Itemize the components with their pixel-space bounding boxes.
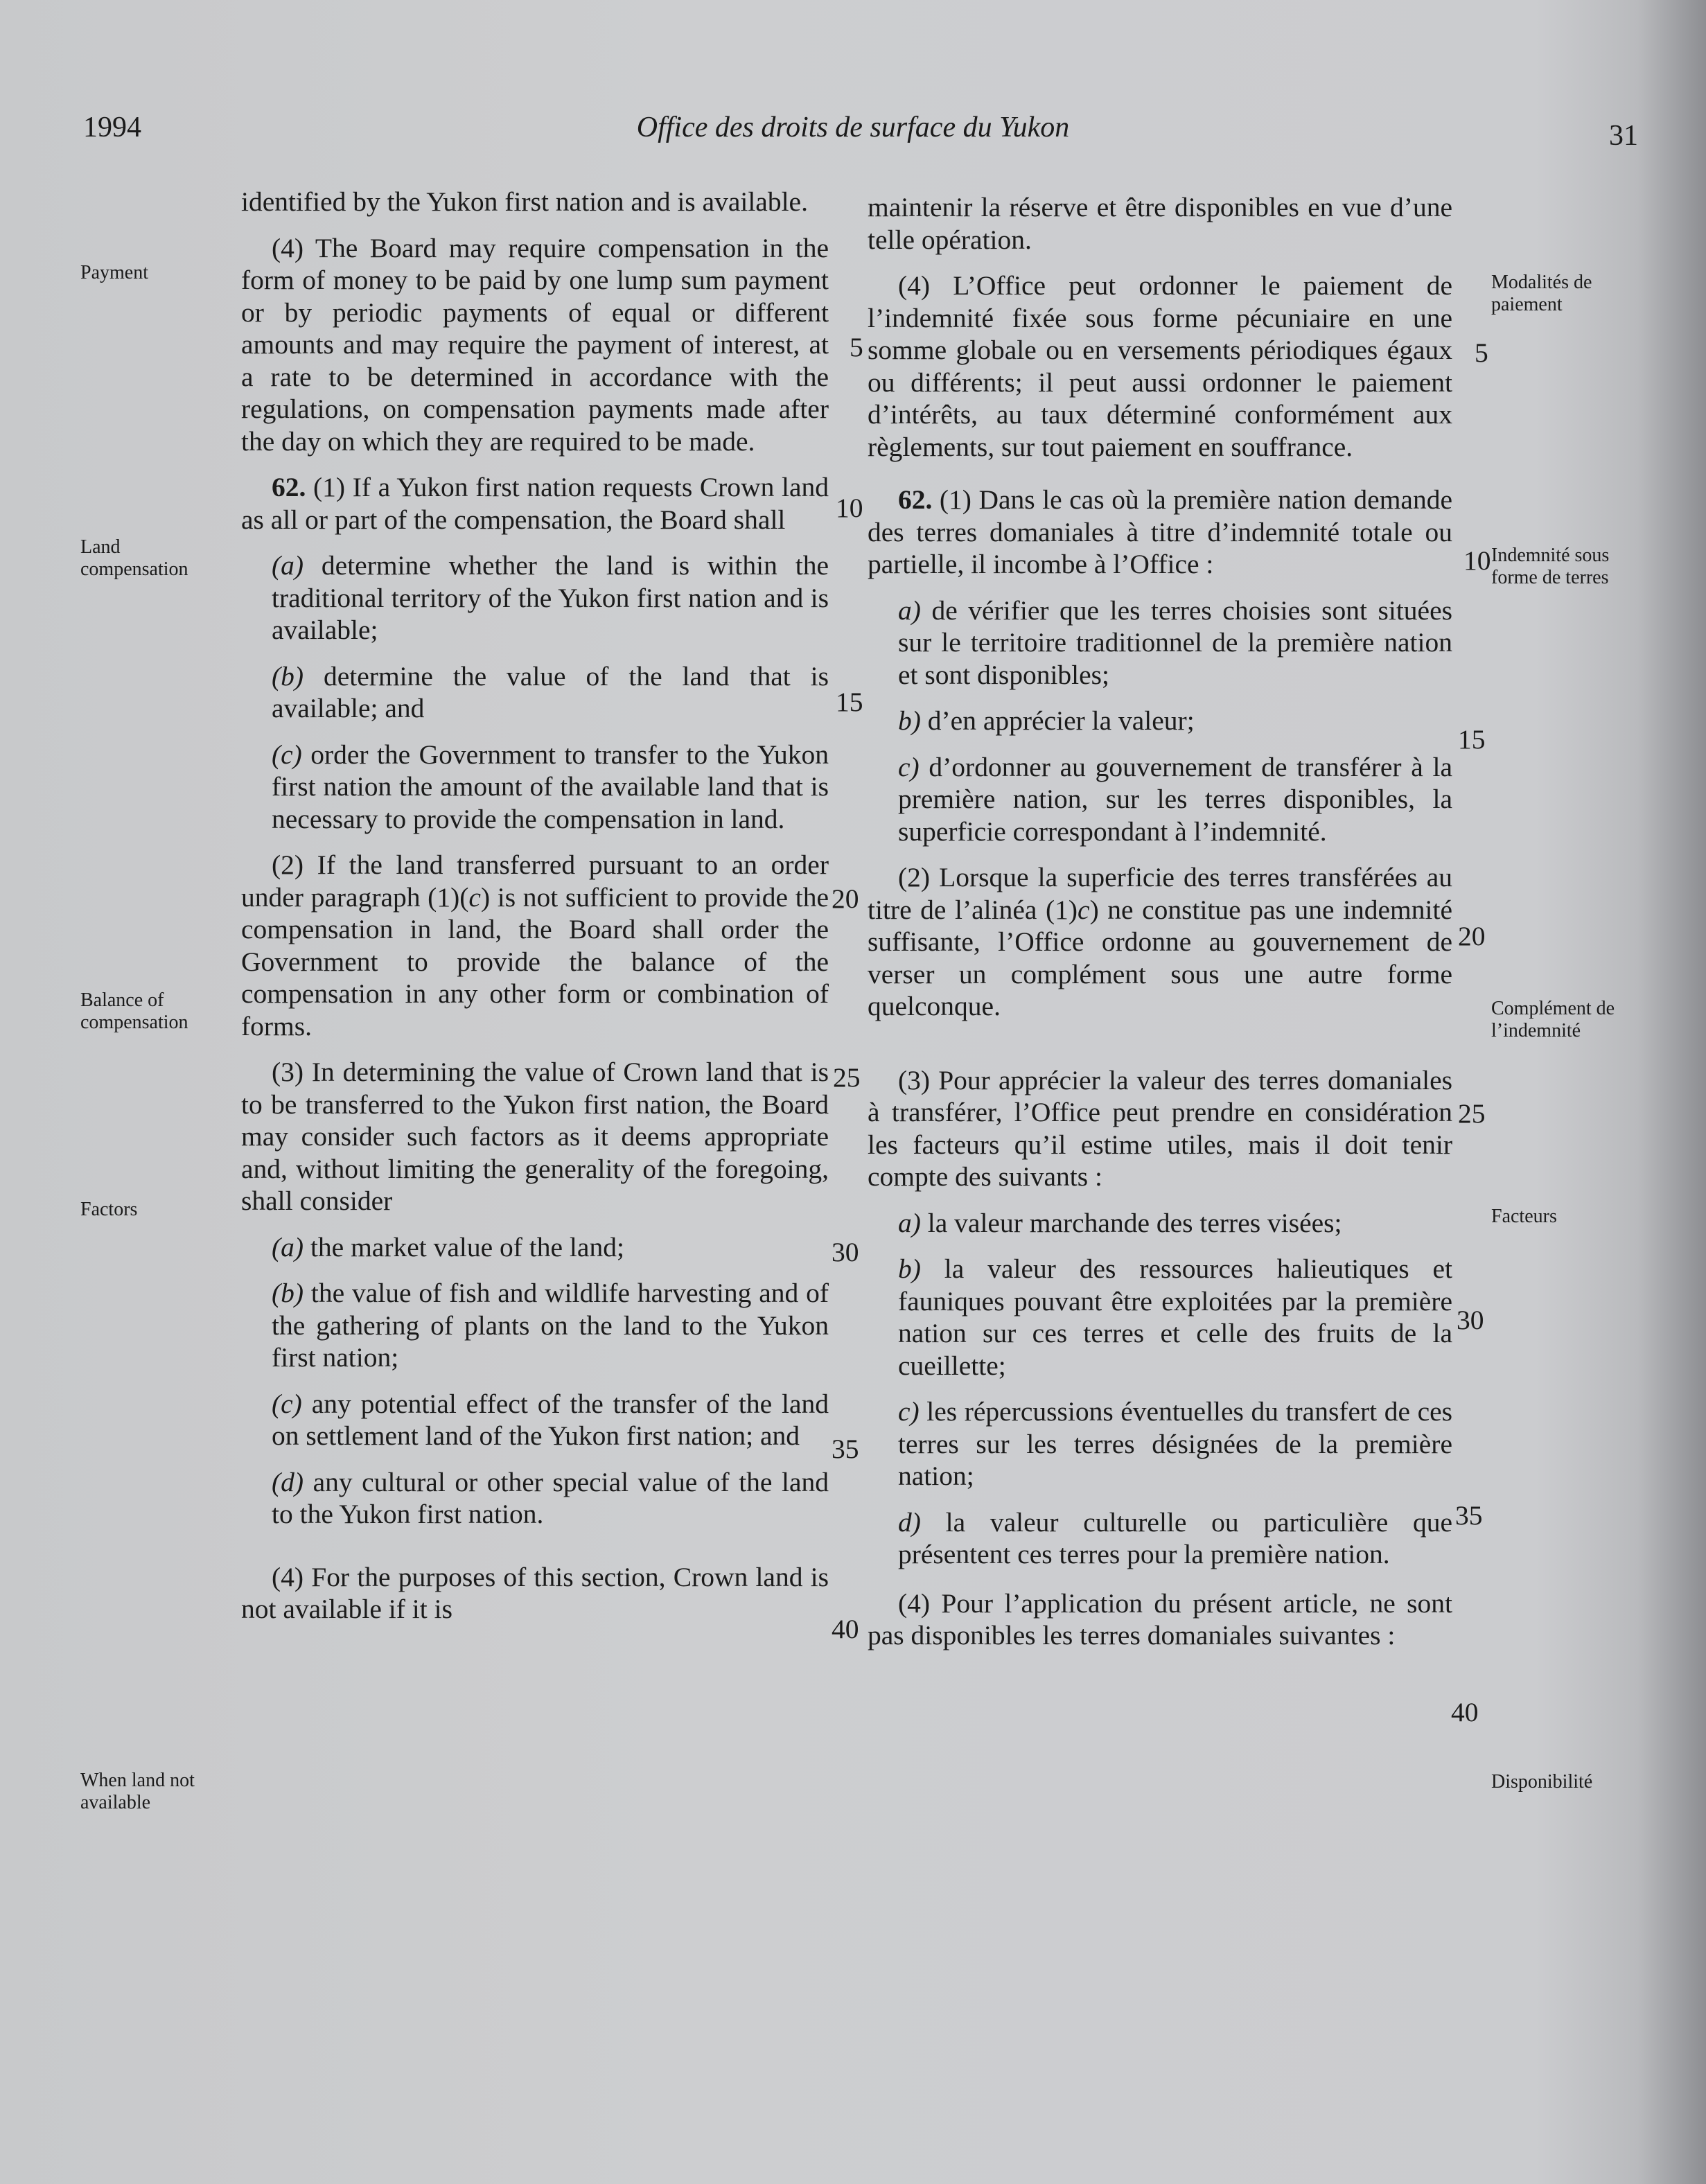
en-factor-c-text: any potential effect of the transfer of the land on settlement land of the Yukon first nation; and — [272, 1388, 829, 1451]
fr-factor-c-label: c) — [898, 1396, 920, 1427]
line-number-en-10: 10 — [836, 493, 863, 523]
page-number: 31 — [1609, 120, 1638, 152]
en-subsection-62-3: (3) In determining the value of Crown land that is to be transferred to the Yukon first nation, the Board may consider such factors as it deems appropriate and, without limiting the generality of the foregoing, shall consider — [241, 1057, 829, 1216]
line-number-fr-5: 5 — [1475, 337, 1488, 368]
margin-note-land-compensation: Land compensation — [80, 536, 188, 580]
margin-note-payment: Payment — [80, 262, 148, 283]
line-number-en-40: 40 — [832, 1614, 859, 1644]
french-column — [868, 191, 1452, 1666]
margin-note-indemnite-sous-forme-de-terres: Indemnité sous forme de terres — [1491, 545, 1610, 588]
en-factor-a-text: the market value of the land; — [304, 1231, 624, 1262]
fr-subsection-62-2 — [868, 861, 1452, 1023]
fr-paragraph-c-text: d’ordonner au gouvernement de transférer à la première nation, sur les terres disponibles, la superficie correspondant à l’indemnité. — [898, 751, 1452, 847]
en-subsection-62-4: (4) For the purposes of this section, Crown land is not available if it is — [241, 1561, 829, 1624]
en-paragraph-b-text: determine the value of the land that is available; and — [272, 660, 829, 723]
en-factor-d-label: (d) — [272, 1466, 304, 1497]
fr-factor-b-text: la valeur des ressources halieutiques et fauniques pouvant être exploitées par la première nation sur ces terres et celle des fruits de la cueillette; — [898, 1253, 1452, 1381]
line-number-fr-10: 10 — [1463, 545, 1491, 576]
margin-note-complement-de-l-indemnite: Complément de l’indemnité — [1491, 998, 1615, 1041]
fr-subsection-62-2-italic-c: c — [1078, 894, 1090, 925]
fr-subsection-62-3: (3) Pour apprécier la valeur des terres domaniales à transférer, l’Office peut prendre en considération les facteurs qu’il estime utiles, mais il doit tenir compte des suivants : — [868, 1064, 1452, 1192]
fr-subsection-62-2-text-a: (2) Lorsque la superficie des terres transférées au titre de l’alinéa (1) — [868, 862, 1452, 925]
fr-section-62-1-text: (1) Dans le cas où la première nation demande des terres domaniales à titre d’indemnité totale ou partielle, il incombe à l’Office : — [868, 484, 1452, 579]
en-paragraph-b-label: (b) — [272, 660, 304, 692]
en-paragraph-c — [272, 739, 829, 836]
en-factor-d — [272, 1466, 829, 1531]
fr-factor-d-label: d) — [898, 1506, 921, 1538]
fr-subsection-61-4: (4) L’Office peut ordonner le paiement de l’indemnité fixée sous forme pécuniaire en une somme globale ou en versements périodiques égaux ou différents; il peut aussi ordonner le paiement d’intérêts, au taux déterminé conformément aux règlements, sur tout paiement en souffrance. — [868, 270, 1452, 462]
margin-note-disponibilite: Disponibilité — [1491, 1771, 1593, 1793]
line-number-fr-30: 30 — [1457, 1305, 1484, 1335]
fr-subsection-62-4: (4) Pour l’application du présent article, ne sont pas disponibles les terres domaniales suivantes : — [868, 1587, 1452, 1650]
line-number-fr-40: 40 — [1451, 1697, 1479, 1727]
en-subsection-62-2-italic-c: c — [468, 881, 481, 913]
line-number-fr-20: 20 — [1458, 921, 1486, 951]
fr-factor-a-text: la valeur marchande des terres visées; — [920, 1207, 1342, 1238]
fr-paragraph-a — [898, 595, 1452, 692]
line-number-en-35: 35 — [832, 1434, 859, 1464]
en-factor-a-label: (a) — [272, 1231, 304, 1262]
en-paragraph-b — [272, 660, 829, 725]
en-paragraph-a-text: determine whether the land is within the traditional territory of the Yukon first nation and is available; — [272, 550, 829, 645]
margin-note-factors: Factors — [80, 1199, 138, 1220]
english-column — [241, 186, 829, 1639]
fr-factor-b — [898, 1253, 1452, 1382]
en-subsection-62-2-text-a: (2) If the land transferred pursuant to an order under paragraph (1)( — [241, 849, 829, 913]
en-factor-d-text: any cultural or other special value of the land to the Yukon first nation. — [272, 1466, 829, 1529]
en-factor-b — [272, 1277, 829, 1374]
line-number-en-30: 30 — [832, 1237, 859, 1267]
line-number-en-20: 20 — [832, 883, 859, 914]
margin-note-modalites-de-paiement: Modalités de paiement — [1491, 272, 1592, 315]
fr-subsection-62-2-text-b: ) ne constitue pas une indemnité suffisante, l’Office ordonne au gouvernement de verser un complément sous une autre forme quelconque. — [868, 894, 1452, 1021]
fr-paragraph-a-label: a) — [898, 595, 921, 626]
en-subsection-61-4: (4) The Board may require compensation in the form of money to be paid by one lump sum payment or by periodic payments of equal or different amounts and may require the payment of interest, at a rate to be determined in accordance with the regulations, on compensation payments made after the day on which they are required to be made. — [241, 232, 829, 457]
en-factor-b-text: the value of fish and wildlife harvesting and of the gathering of plants on the land to the Yukon first nation; — [272, 1278, 829, 1373]
header-year: 1994 — [83, 112, 141, 143]
en-factor-a — [272, 1231, 829, 1264]
fr-factor-c-text: les répercussions éventuelles du transfert de ces terres sur les terres désignées de la première nation; — [898, 1396, 1452, 1491]
line-number-en-25: 25 — [833, 1062, 861, 1093]
en-paragraph-a — [272, 549, 829, 646]
fr-factor-d-text: la valeur culturelle ou particulière que présentent ces terres pour la première nation. — [898, 1506, 1452, 1569]
header-title: Office des droits de surface du Yukon — [636, 112, 1070, 143]
fr-paragraph-b-text: d’en apprécier la valeur; — [920, 705, 1195, 736]
en-paragraph-c-label: (c) — [272, 739, 302, 770]
line-number-fr-15: 15 — [1458, 724, 1486, 755]
en-subsection-62-2-text-b: ) is not sufficient to provide the compensation in land, the Board shall order the Government to provide the balance of the compensation in any other form or combination of forms. — [241, 881, 829, 1041]
fr-factor-c — [898, 1395, 1452, 1492]
margin-note-facteurs: Facteurs — [1491, 1206, 1557, 1227]
en-subsection-62-2 — [241, 849, 829, 1042]
line-number-fr-25: 25 — [1458, 1098, 1486, 1129]
en-paragraph-a-label: (a) — [272, 550, 304, 581]
fr-section-62-1 — [868, 484, 1452, 581]
en-section-62-1-text: (1) If a Yukon first nation requests Crown land as all or part of the compensation, the Board shall — [241, 472, 829, 535]
en-section-number-62: 62. — [272, 472, 306, 502]
line-number-en-5: 5 — [850, 332, 863, 362]
margin-note-balance-of-compensation: Balance of compensation — [80, 989, 188, 1033]
en-paragraph-continued: identified by the Yukon first nation and is available. — [241, 186, 808, 217]
fr-paragraph-b — [898, 705, 1452, 737]
en-section-62-1 — [241, 471, 829, 536]
en-paragraph-c-text: order the Government to transfer to the Yukon first nation the amount of the available land that is necessary to provide the compensation in land. — [272, 739, 829, 834]
fr-paragraph-c-label: c) — [898, 751, 920, 782]
fr-factor-a — [898, 1207, 1452, 1240]
fr-factor-a-label: a) — [898, 1207, 921, 1238]
en-factor-b-label: (b) — [272, 1278, 304, 1308]
fr-paragraph-a-text: de vérifier que les terres choisies sont situées sur le territoire traditionnel de la première nation et sont disponibles; — [898, 595, 1452, 690]
en-factor-c — [272, 1388, 829, 1452]
fr-section-number-62: 62. — [898, 484, 933, 515]
en-factor-c-label: (c) — [272, 1388, 302, 1419]
margin-note-when-land-not-available: When land not available — [80, 1770, 195, 1813]
fr-factor-d — [898, 1506, 1452, 1571]
line-number-fr-35: 35 — [1455, 1500, 1483, 1531]
line-number-en-15: 15 — [836, 687, 863, 717]
fr-paragraph-continued: maintenir la réserve et être disponibles en vue d’une telle opération. — [868, 192, 1452, 255]
fr-paragraph-c — [898, 751, 1452, 848]
fr-factor-b-label: b) — [898, 1253, 921, 1284]
fr-paragraph-b-label: b) — [898, 705, 921, 736]
